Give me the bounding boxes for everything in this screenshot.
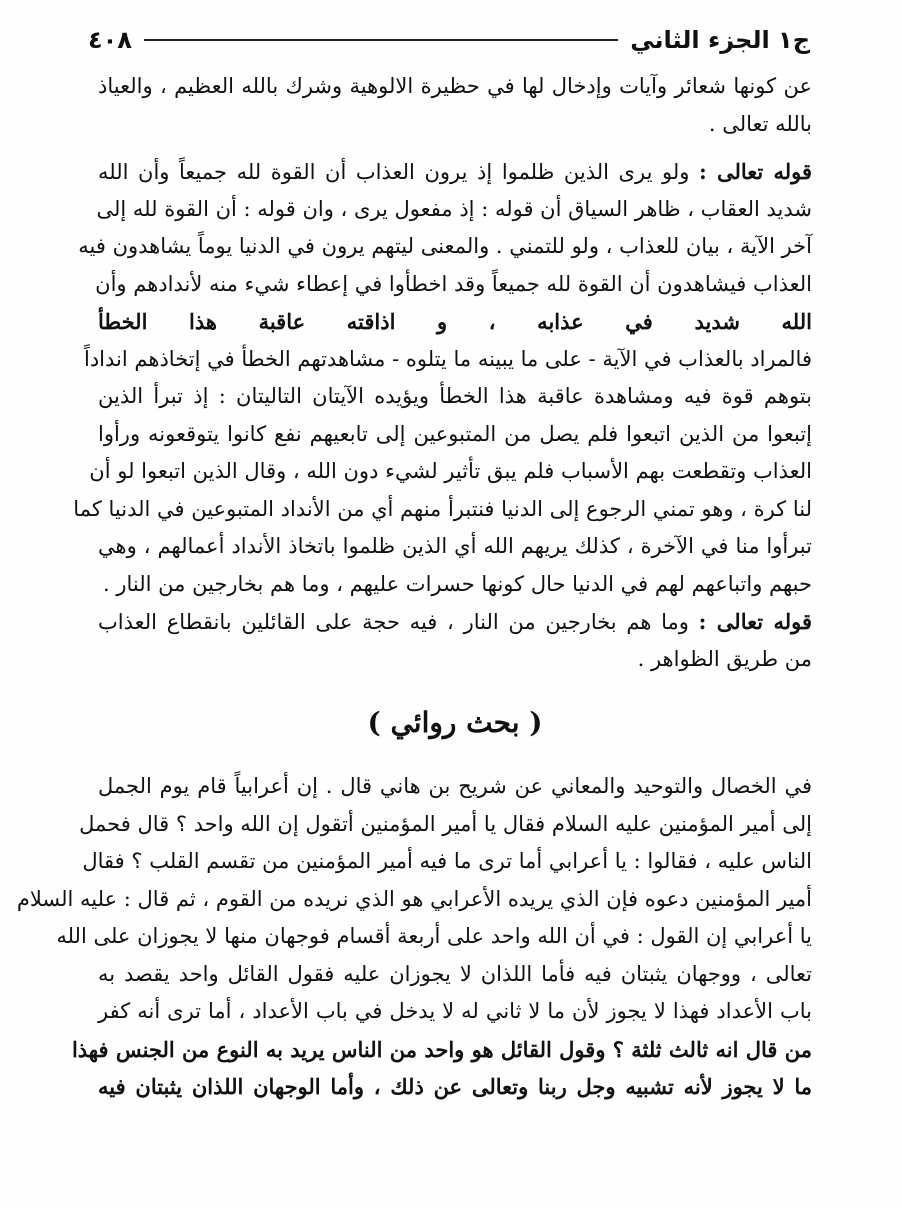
text-line: العذاب فيشاهدون أن القوة لله جميعاً وقد اخطأوا في إعطاء شيء منه لأندادهم وأن (95, 271, 812, 296)
text-line: عن كونها شعائر وآيات وإدخال لها في حظيرة الالوهية وشرك بالله العظيم ، والعياذ (98, 74, 812, 98)
text-line: إلى أمير المؤمنين عليه السلام فقال يا أمير المؤمنين أتقول إن الله واحد ؟ قال فحمل (79, 811, 812, 836)
text-line: باب الأعداد فهذا لا يجوز لأن ما لا ثاني له لا يدخل في باب الأعداد ، أما ترى أنه كفر (98, 999, 812, 1023)
page-body (16, 68, 812, 1106)
text-line: آخر الآية ، بيان للعذاب ، ولو للتمني . والمعنى ليتهم يرون في الدنيا يوماً يشاهدون فيه (78, 234, 812, 258)
text-line (98, 603, 812, 641)
text-line: إتبعوا من الذين اتبعوا فلم يصل من المتبوعين إلى تابعيهم نفع كانوا يتوقعونه ورأوا (98, 421, 812, 446)
verse-lead: قوله تعالى : (698, 609, 812, 634)
text-line: العذاب وتقطعت بهم الأسباب فلم يبق تأثير لشيء دون الله ، وقال الذين اتبعوا لو أن (89, 459, 812, 483)
header-rule (144, 39, 618, 41)
text-line: بالله تعالى . (708, 111, 812, 136)
text-line: بتوهم قوة فيه ومشاهدة عاقبة هذا الخطأ ويؤيده الآيتان التاليتان : إذ تبرأ الذين (98, 384, 812, 408)
paragraph-3 (98, 603, 812, 678)
section-title (98, 678, 812, 768)
section-title-text: ( بحث روائي ) (367, 706, 543, 740)
text-line: من طريق الظواهر . (637, 646, 812, 671)
text-line: فالمراد بالعذاب في الآية - على ما يبينه ما يتلوه - مشاهدتهم الخطأ في إتخاذهم انداداً (84, 346, 812, 371)
paragraph-2 (73, 153, 812, 603)
text-line: الناس عليه ، فقالوا : يا أعرابي أما ترى ما فيه أمير المؤمنين من تقسم القلب ؟ فقال (82, 849, 812, 873)
paragraph-1 (98, 68, 812, 143)
text-line: يا أعرابي إن القول : في أن الله واحد على أربعة أقسام فوجهان منها لا يجوزان على الله (56, 924, 812, 948)
text-line: في الخصال والتوحيد والمعاني عن شريح بن هاني قال . إن أعرابياً قام يوم الجمل (98, 774, 812, 798)
running-title: ج١ الجزء الثاني (630, 26, 810, 54)
text-line: أمير المؤمنين دعوه فإن الذي يريده الأعرابي هو الذي نريده من القوم ، ثم قال : عليه السلام (16, 886, 812, 911)
verse-lead: قوله تعالى : (698, 159, 812, 184)
text-line (98, 153, 812, 191)
text-line: شديد العقاب ، ظاهر السياق أن قوله : إذ مفعول يرى ، وان قوله : أن القوة لله إلى (96, 196, 812, 221)
paragraph-4 (16, 768, 812, 1106)
text-line: حبهم واتباعهم لهم في الدنيا حال كونها حسرات عليهم ، وما هم بخارجين من النار . (103, 571, 812, 596)
text-line: من قال انه ثالث ثلثة ؟ وقول القائل هو واحد من الناس يريد به النوع من الجنس فهذا (71, 1036, 812, 1062)
line-text: وما هم بخارجين من النار ، فيه حجة على القائلين بانقطاع العذاب (98, 610, 699, 634)
text-line: لنا كرة ، وهو تمني الرجوع إلى الدنيا فنتبرأ منهم أي من الأنداد المتبوعين في الدنيا كما (73, 496, 812, 521)
page-number: ٤٠٨ (88, 26, 132, 54)
text-line: ما لا يجوز لأنه تشبيه وجل ربنا وتعالى عن ذلك ، وأما الوجهان اللذان يثبتان فيه (98, 1074, 812, 1099)
line-text: ولو يرى الذين ظلموا إذ يرون العذاب أن القوة لله جميعاً وأن الله (98, 160, 699, 184)
text-line-bold: الله شديد في عذابه ، و اذاقته عاقبة هذا الخطأ (98, 309, 812, 334)
page-header (88, 18, 810, 62)
text-line: تعالى ، ووجهان يثبتان فيه فأما اللذان لا يجوزان عليه فقول القائل واحد يقصد به (98, 961, 812, 986)
text-line: تبرأوا منا في الآخرة ، كذلك يريهم الله أي الذين ظلموا باتخاذ الأنداد أعمالهم ، وهي (98, 534, 812, 558)
